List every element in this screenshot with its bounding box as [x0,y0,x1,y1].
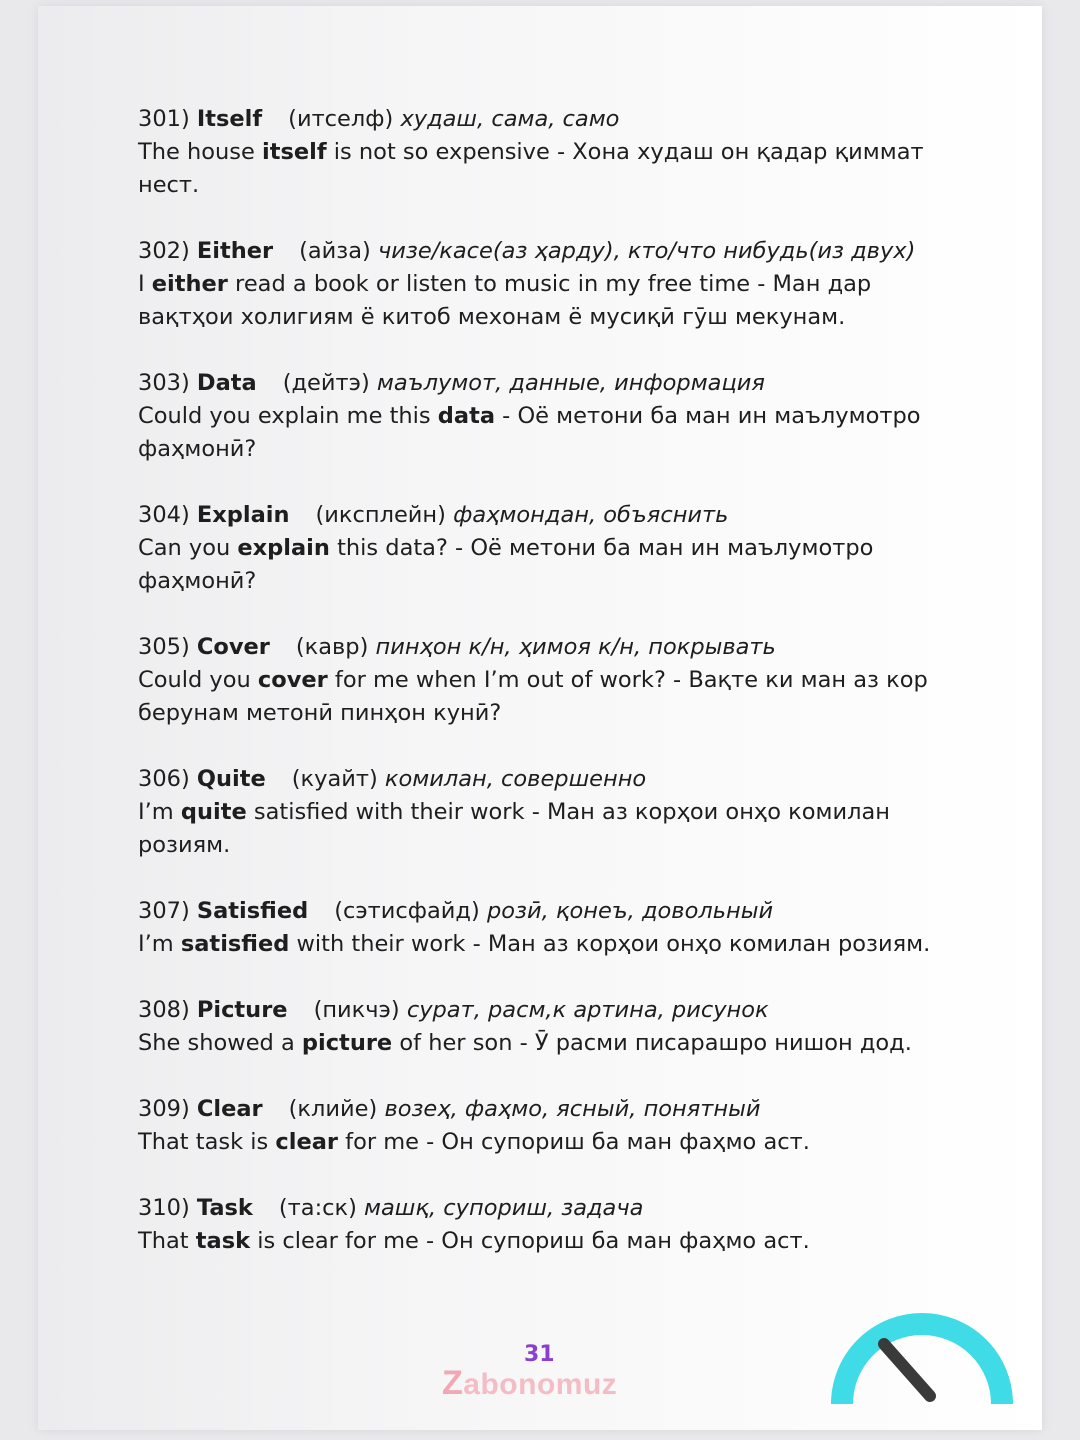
sentence-text: satisfied with their work - Ман аз корҳои онҳо комилан розиям. [138,799,890,858]
entry-heading [138,1192,958,1225]
example-sentence [138,796,958,862]
example-sentence [138,268,958,334]
entry-pronunciation: (айза) [299,238,371,264]
gauge-needle [884,1344,930,1396]
entry-pronunciation: (сэтисфайд) [334,898,480,924]
entry-translation: возеҳ, фаҳмо, ясный, понятный [384,1096,761,1122]
vocab-entry [138,499,958,598]
example-sentence [138,1225,958,1258]
entry-heading [138,103,958,136]
entry-number: 303) [138,370,190,396]
entry-translation: комилан, совершенно [384,766,647,792]
entry-heading [138,895,958,928]
entry-word: Task [196,1195,253,1221]
entry-word: Either [196,238,274,264]
page-number: 31 [524,1342,555,1367]
entry-number: 301) [138,106,190,132]
entry-pronunciation: (та:ск) [278,1195,357,1221]
entry-pronunciation: (итселф) [288,106,394,132]
speedometer-icon [830,1306,1014,1410]
page [38,6,1042,1430]
sentence-text: for me when I’m out of work? - Вақте ки ман аз кор берунам метонӣ пинҳон кунӣ? [138,667,928,726]
example-sentence [138,928,958,961]
entry-number: 307) [138,898,190,924]
highlighted-word: task [195,1228,251,1254]
entry-number: 310) [138,1195,190,1221]
sentence-text: Could you [138,667,258,693]
sentence-text: is clear for me - Он супориш ба ман фаҳмо аст. [250,1228,810,1254]
entry-number: 306) [138,766,190,792]
sentence-text: Could you explain me this [138,403,438,429]
entry-heading [138,367,958,400]
example-sentence [138,400,958,466]
sentence-text: I’m [138,931,181,957]
highlighted-word: satisfied [180,931,290,957]
highlighted-word: quite [180,799,247,825]
vocabulary-list [138,103,958,1291]
highlighted-word: picture [301,1030,393,1056]
sentence-text: The house [138,139,263,165]
example-sentence [138,1126,958,1159]
entry-translation: сурат, расм,к артина, рисунок [406,997,769,1023]
highlighted-word: either [151,271,228,297]
entry-translation: маълумот, данные, информация [376,370,765,396]
sentence-text: I [138,271,152,297]
entry-heading [138,235,958,268]
entry-number: 308) [138,997,190,1023]
vocab-entry [138,367,958,466]
entry-translation: розӣ, қонеъ, довольный [486,898,774,924]
entry-pronunciation: (дейтэ) [282,370,370,396]
highlighted-word: cover [257,667,328,693]
sentence-text: That task is [138,1129,276,1155]
logo-rest: abonomuz [463,1368,618,1401]
sentence-text: - Оё метони ба ман ин маълумотро фаҳмонӣ? [138,403,921,462]
entry-number: 304) [138,502,190,528]
vocab-entry [138,1093,958,1159]
example-sentence [138,532,958,598]
entry-translation: чизе/касе(аз ҳарду), кто/что нибудь(из двух) [377,238,916,264]
entry-pronunciation: (клийе) [288,1096,378,1122]
sentence-text: with their work - Ман аз корҳои онҳо комилан розиям. [289,931,931,957]
vocab-entry [138,235,958,334]
entry-word: Itself [196,106,263,132]
example-sentence [138,136,958,202]
sentence-text: is not so expensive - Хона худаш он қадар қиммат нест. [138,139,924,198]
sentence-text: I’m [138,799,181,825]
entry-heading [138,763,958,796]
highlighted-word: clear [275,1129,338,1155]
example-sentence [138,664,958,730]
entry-pronunciation: (кавр) [295,634,369,660]
example-sentence [138,1027,958,1060]
vocab-entry [138,763,958,862]
entry-word: Quite [196,766,266,792]
entry-heading [138,499,958,532]
highlighted-word: data [437,403,496,429]
entry-pronunciation: (иксплейн) [315,502,446,528]
highlighted-word: itself [262,139,327,165]
entry-word: Explain [196,502,290,528]
sentence-text: read a book or listen to music in my free time - Ман дар вақтҳои холигиям ё китоб мехонам ё мусиқӣ гӯш мекунам. [138,271,872,330]
entry-translation: фаҳмондан, объяснить [453,502,729,528]
vocab-entry [138,994,958,1060]
sentence-text: Can you [138,535,238,561]
entry-word: Picture [196,997,288,1023]
entry-word: Data [196,370,257,396]
highlighted-word: explain [237,535,330,561]
sentence-text: of her son - Ӯ расми писарашро нишон дод. [392,1030,912,1056]
entry-number: 309) [138,1096,190,1122]
entry-number: 305) [138,634,190,660]
sentence-text: for me - Он супориш ба ман фаҳмо аст. [338,1129,810,1155]
entry-heading [138,1093,958,1126]
brand-logo [442,1364,617,1403]
entry-word: Satisfied [196,898,309,924]
logo-initial: Z [442,1364,464,1402]
vocab-entry [138,895,958,961]
sentence-text: this data? - Оё метони ба ман ин маълумотро фаҳмонӣ? [138,535,874,594]
entry-number: 302) [138,238,190,264]
entry-word: Cover [196,634,270,660]
entry-heading [138,994,958,1027]
vocab-entry [138,103,958,202]
entry-pronunciation: (пикчэ) [313,997,400,1023]
entry-heading [138,631,958,664]
entry-pronunciation: (куайт) [291,766,378,792]
entry-word: Clear [196,1096,263,1122]
sentence-text: She showed a [138,1030,302,1056]
entry-translation: худаш, сама, само [400,106,620,132]
sentence-text: That [138,1228,196,1254]
vocab-entry [138,631,958,730]
entry-translation: машқ, супориш, задача [364,1195,644,1221]
entry-translation: пинҳон к/н, ҳимоя к/н, покрывать [375,634,776,660]
vocab-entry [138,1192,958,1258]
